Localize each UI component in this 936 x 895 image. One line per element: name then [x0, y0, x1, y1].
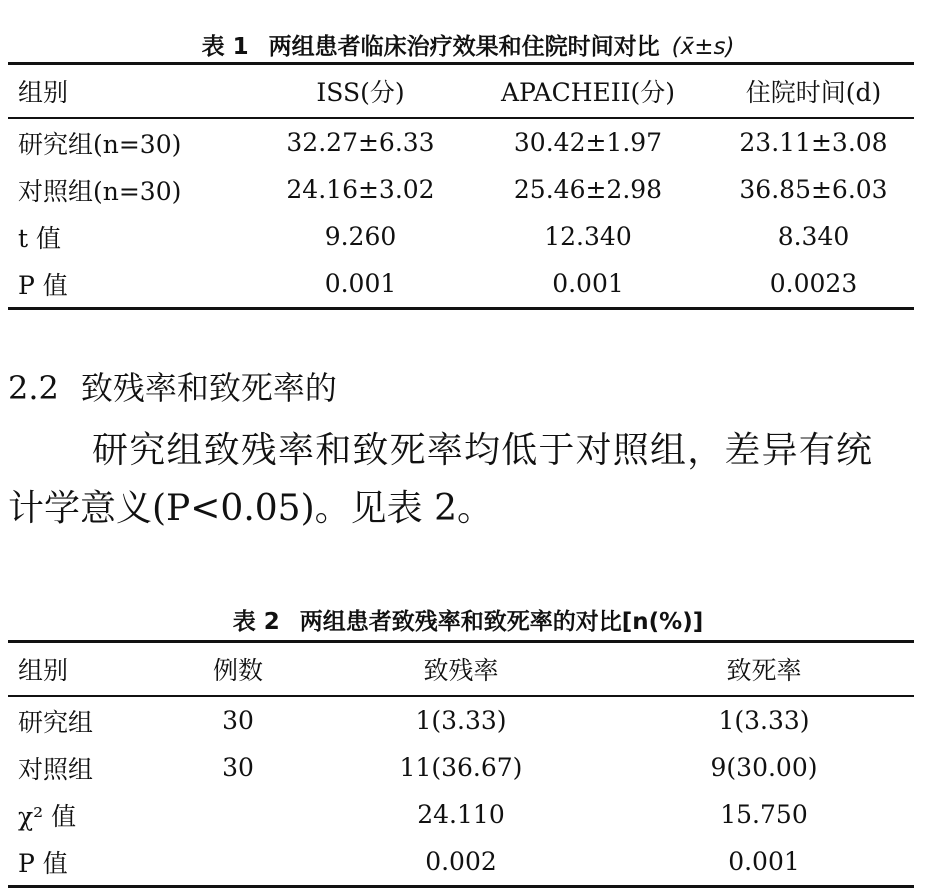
- table-row: [8, 260, 914, 309]
- section-number: 2.2: [8, 369, 59, 407]
- paragraph-line: 研究组致残率和致死率均低于对照组，差异有统: [92, 430, 874, 471]
- table-cell: 0.001: [614, 838, 914, 887]
- table-cell: [168, 838, 308, 887]
- table2: [8, 640, 914, 888]
- table1-header-iss: ISS(分): [258, 64, 463, 119]
- table-cell: 11(36.67): [399, 753, 523, 782]
- row-label: 对照组: [18, 754, 94, 784]
- table-cell: 30: [222, 753, 254, 782]
- table-cell: 25.46±2.98: [513, 175, 663, 204]
- table1-header-stay: 住院时间(d): [713, 64, 914, 119]
- row-label: P 值: [8, 260, 258, 309]
- table1-caption-number: 表 1: [201, 34, 249, 60]
- table1-caption: [0, 28, 936, 61]
- table-cell: 9(30.00): [710, 753, 818, 782]
- table-cell: 23.11±3.08: [739, 128, 888, 157]
- table-cell: [168, 791, 308, 838]
- row-label: χ² 值: [18, 801, 77, 831]
- table-cell: 24.110: [417, 800, 505, 829]
- table1-caption-title: 两组患者临床治疗效果和住院时间对比: [268, 34, 660, 60]
- table-row: [8, 118, 914, 166]
- table-cell: 24.16±3.02: [286, 175, 435, 204]
- table-cell: 15.750: [720, 800, 808, 829]
- table-row: [8, 213, 914, 260]
- table2-header-row: [8, 642, 914, 697]
- table2-header-count: 例数: [168, 642, 308, 697]
- table-cell: 1(3.33): [415, 706, 507, 735]
- table-cell: 0.001: [463, 260, 713, 309]
- section-heading: [8, 363, 337, 409]
- table-cell: 12.340: [544, 222, 632, 251]
- table2-caption: [0, 603, 936, 636]
- row-label: 研究组: [18, 707, 94, 737]
- table2-caption-title: 两组患者致残率和致死率的对比[n(%)]: [299, 609, 704, 635]
- table-cell: 9.260: [324, 222, 397, 251]
- row-label: P 值: [8, 838, 168, 887]
- table-cell: 0.002: [308, 838, 614, 887]
- section-title: 致残率和致死率的: [80, 369, 337, 407]
- table2-header-mortality: 致死率: [614, 642, 914, 697]
- table-cell: 8.340: [777, 222, 850, 251]
- table-cell: 1(3.33): [718, 706, 810, 735]
- table-row: [8, 166, 914, 213]
- paragraph-line: 计学意义(P<0.05)。见表 2。: [8, 488, 493, 529]
- table-cell: 36.85±6.03: [739, 175, 888, 204]
- table1-header-row: [8, 64, 914, 119]
- table-row: [8, 838, 914, 887]
- row-label: t 值: [18, 223, 61, 253]
- table-row: [8, 791, 914, 838]
- row-label: 研究组(n=30): [18, 129, 182, 159]
- table1-header-group: 组别: [8, 64, 258, 119]
- table1: [8, 62, 914, 310]
- table-row: [8, 744, 914, 791]
- table2-header-group: 组别: [8, 642, 168, 697]
- table-cell: 0.0023: [713, 260, 914, 309]
- table2-caption-number: 表 2: [232, 609, 280, 635]
- table-cell: 30: [222, 706, 254, 735]
- table1-caption-stat: (x̄±s): [671, 34, 735, 60]
- row-label: 对照组(n=30): [18, 176, 182, 206]
- table1-header-apache: APACHEII(分): [463, 64, 713, 119]
- table-cell: 30.42±1.97: [513, 128, 663, 157]
- table-cell: 0.001: [258, 260, 463, 309]
- table2-header-disability: 致残率: [308, 642, 614, 697]
- table-cell: 32.27±6.33: [286, 128, 435, 157]
- table-row: [8, 696, 914, 744]
